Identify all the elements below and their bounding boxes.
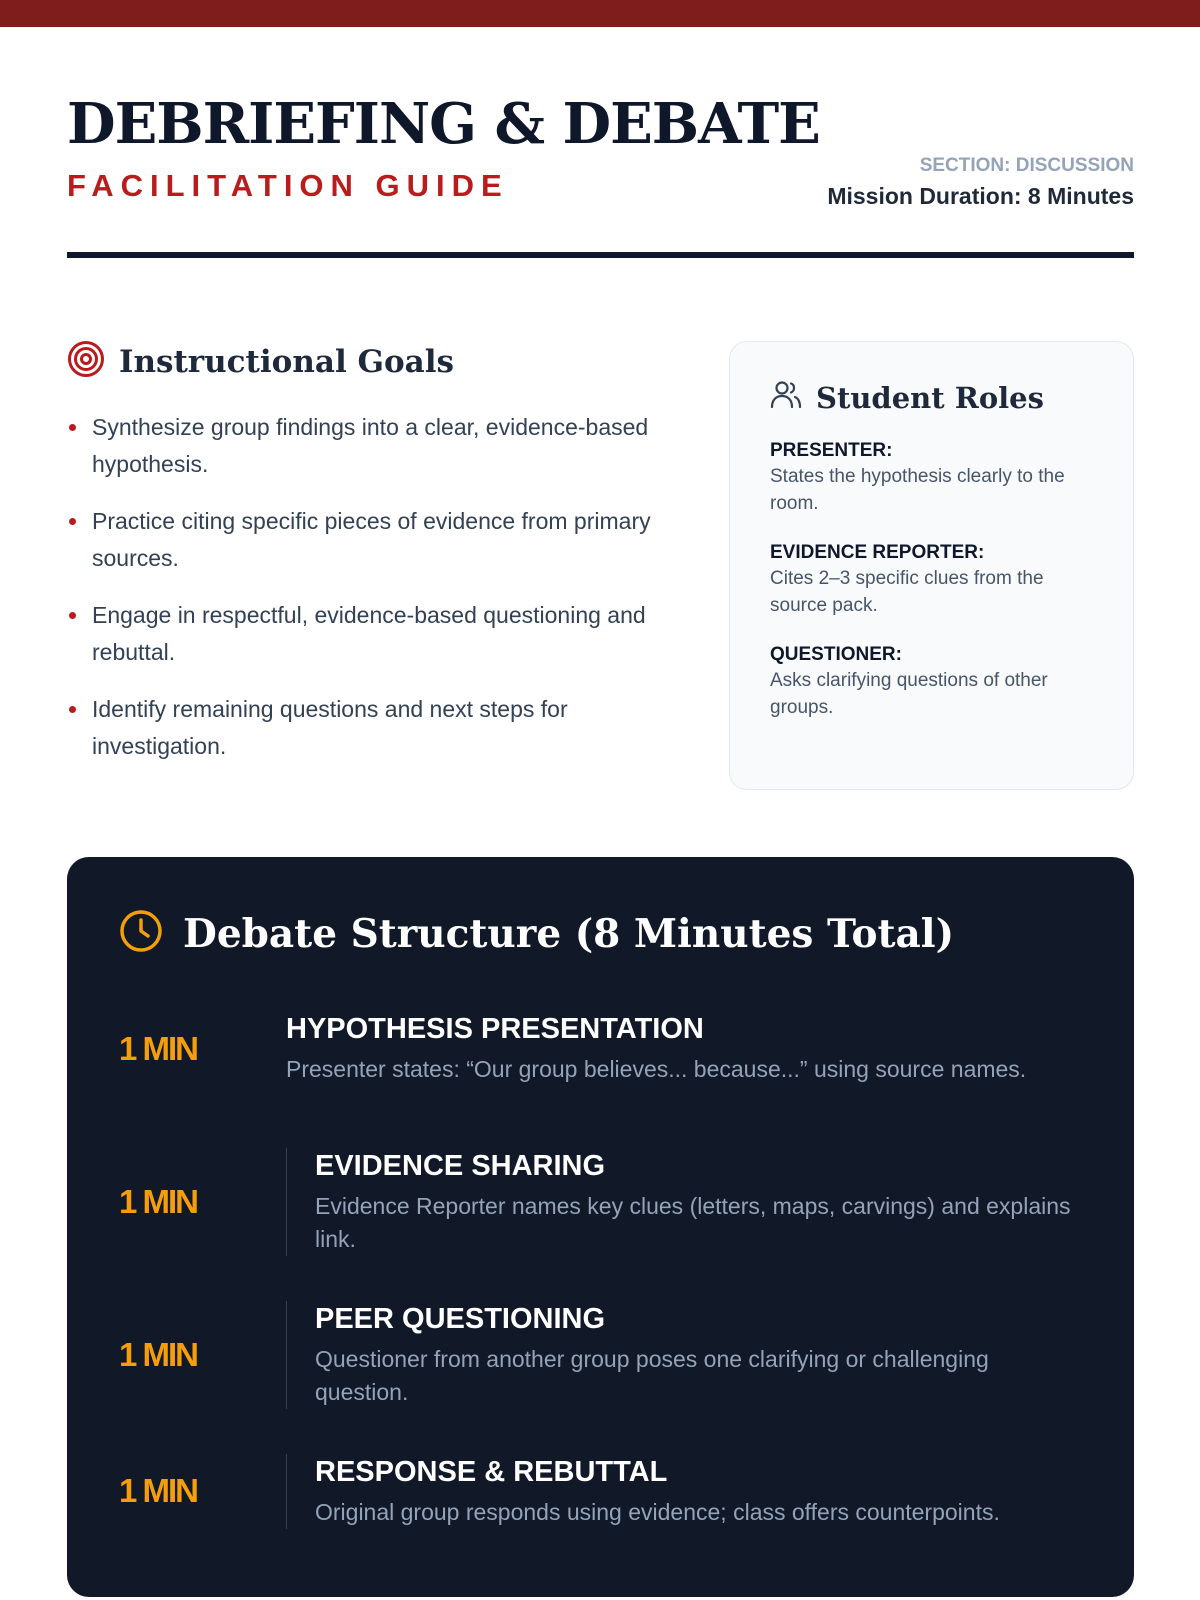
step-duration: 1 MIN: [119, 1335, 198, 1373]
goal-text: Synthesize group findings into a clear, evidence-based hypothesis.: [92, 414, 649, 477]
bullet-icon: [69, 518, 76, 525]
step-body: [286, 1148, 1082, 1256]
step-title: RESPONSE & REBUTTAL: [315, 1455, 668, 1488]
section-label: SECTION: DISCUSSION: [919, 155, 1134, 176]
role-description: Asks clarifying questions of other groups.: [770, 670, 1048, 718]
roles-heading: [770, 380, 1095, 415]
debate-structure-panel: [67, 857, 1134, 1597]
role-name: QUESTIONER:: [770, 644, 902, 665]
debate-heading: [119, 909, 1082, 958]
step-duration: 1 MIN: [119, 1182, 198, 1220]
step-hypothesis-presentation: [119, 992, 1082, 1105]
role-evidence-reporter: [770, 541, 1095, 619]
goals-title: Instructional Goals: [119, 343, 454, 380]
list-item: [67, 691, 657, 765]
goals-heading: [67, 340, 657, 383]
role-description: Cites 2–3 specific clues from the source pack.: [770, 568, 1044, 616]
mission-duration: Mission Duration: 8 Minutes: [827, 183, 1134, 209]
role-name: EVIDENCE REPORTER:: [770, 542, 985, 563]
step-body: [286, 1301, 1082, 1409]
step-description: Original group responds using evidence; class offers counterpoints.: [315, 1498, 1000, 1525]
list-item: [67, 409, 657, 483]
header-meta: [827, 154, 1134, 211]
header-divider: [67, 252, 1134, 258]
users-icon: [770, 380, 802, 415]
step-title: HYPOTHESIS PRESENTATION: [286, 1013, 704, 1045]
goal-text: Practice citing specific pieces of evidence from primary sources.: [92, 508, 651, 571]
step-peer-questioning: [119, 1298, 1082, 1411]
step-description: Evidence Reporter names key clues (letters, maps, carvings) and explains link.: [315, 1192, 1071, 1252]
goal-list: [67, 409, 657, 765]
step-title: PEER QUESTIONING: [315, 1302, 606, 1335]
step-title: EVIDENCE SHARING: [315, 1149, 606, 1182]
role-description: States the hypothesis clearly to the room.: [770, 466, 1065, 514]
roles-title: Student Roles: [816, 380, 1044, 415]
target-icon: [67, 340, 105, 383]
step-duration: 1 MIN: [119, 1029, 198, 1067]
role-presenter: [770, 439, 1095, 517]
role-questioner: [770, 643, 1095, 721]
bullet-icon: [69, 706, 76, 713]
step-description: Questioner from another group poses one clarifying or challenging question.: [315, 1345, 989, 1405]
role-name: PRESENTER:: [770, 440, 893, 461]
clock-icon: [119, 909, 163, 958]
debate-title: Debate Structure (8 Minutes Total): [183, 910, 955, 957]
step-evidence-sharing: [119, 1145, 1082, 1258]
goal-text: Identify remaining questions and next steps for investigation.: [92, 696, 568, 759]
step-body: [286, 1011, 1082, 1086]
step-response-rebuttal: [119, 1451, 1082, 1531]
step-duration: 1 MIN: [119, 1472, 198, 1509]
page-header: [67, 92, 1134, 262]
student-roles-card: [729, 341, 1134, 790]
page-subtitle: FACILITATION GUIDE: [67, 168, 509, 203]
list-item: [67, 597, 657, 671]
step-body: [286, 1454, 1082, 1529]
bullet-icon: [69, 424, 76, 431]
step-description: Presenter states: “Our group believes... because...” using source names.: [286, 1056, 1027, 1082]
bullet-icon: [69, 612, 76, 619]
debate-steps: [119, 992, 1082, 1531]
goal-text: Engage in respectful, evidence-based questioning and rebuttal.: [92, 602, 646, 665]
list-item: [67, 503, 657, 577]
page-title: DEBRIEFING & DEBATE: [67, 91, 820, 157]
top-accent-bar: [0, 0, 1200, 27]
instructional-goals: [67, 340, 657, 785]
